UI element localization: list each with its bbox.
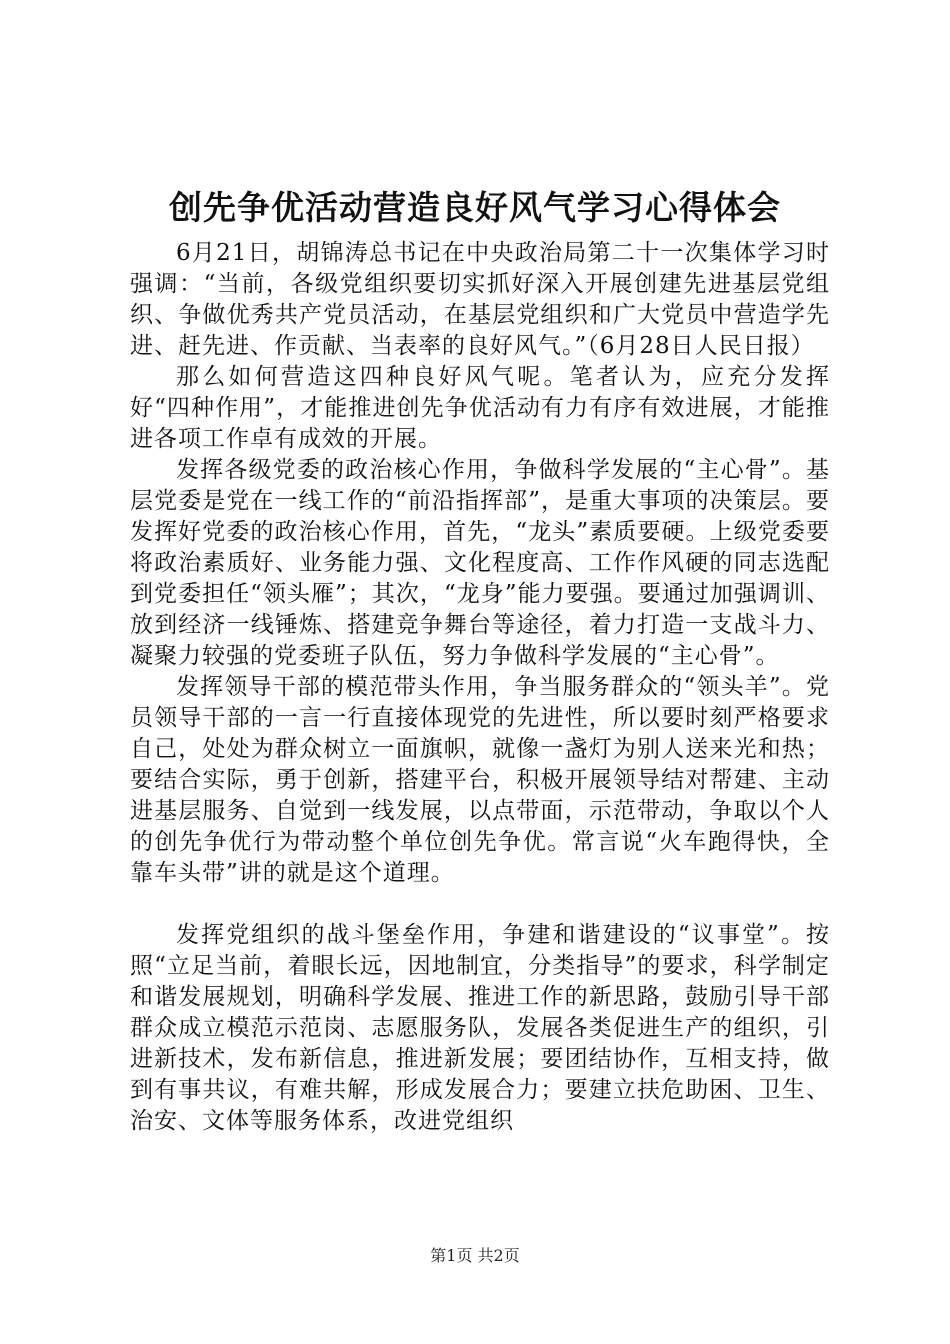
document-title: 创先争优活动营造良好风气学习心得体会 [169, 188, 781, 227]
page-footer: 第1页 共2页 [430, 1246, 520, 1265]
paragraph-2: 那么如何营造这四种良好风气呢。笔者认为，应充分发挥好“四种作用”，才能推进创先争优活动有力有序有效进展，才能推进各项工作卓有成效的开展。 [130, 364, 830, 452]
document-body [130, 238, 830, 1137]
paragraph-5: 发挥党组织的战斗堡垒作用，争建和谐建设的“议事堂”。按照“立足当前，着眼长远，因地制宜，分类指导”的要求，科学制定和谐发展规划，明确科学发展、推进工作的新思路，鼓励引导干部群众成立模范示范岗、志愿服务队，发展各类促进生产的组织，引进新技术，发布新信息，推进新发展；要团结协作，互相支持，做到有事共议，有难共解，形成发展合力；要建立扶危助困、卫生、治安、文体等服务体系，改进党组织 [130, 922, 830, 1134]
paragraph-3: 发挥各级党委的政治核心作用，争做科学发展的“主心骨”。基层党委是党在一线工作的“前沿指挥部”，是重大事项的决策层。要发挥好党委的政治核心作用，首先，“龙头”素质要硬。上级党委要将政治素质好、业务能力强、文化程度高、工作作风硬的同志选配到党委担任“领头雁”；其次，“龙身”能力要强。要通过加强调训、放到经济一线锤炼、搭建竞争舞台等途径，着力打造一支战斗力、凝聚力较强的党委班子队伍，努力争做科学发展的“主心骨”。 [130, 457, 830, 669]
paragraph-1: 6月21日，胡锦涛总书记在中央政治局第二十一次集体学习时强调：“当前，各级党组织要切实抓好深入开展创建先进基层党组织、争做优秀共产党员活动，在基层党组织和广大党员中营造学先进、赶先进、作贡献、当表率的良好风气。”（6月28日人民日报） [130, 240, 830, 359]
paragraph-4: 发挥领导干部的模范带头作用，争当服务群众的“领头羊”。党员领导干部的一言一行直接体现党的先进性，所以要时刻严格要求自己，处处为群众树立一面旗帜，就像一盏灯为别人送来光和热；要结合实际，勇于创新，搭建平台，积极开展领导结对帮建、主动进基层服务、自觉到一线发展，以点带面，示范带动，争取以个人的创先争优行为带动整个单位创先争优。常言说“火车跑得快，全靠车头带”讲的就是这个道理。 [130, 674, 830, 886]
